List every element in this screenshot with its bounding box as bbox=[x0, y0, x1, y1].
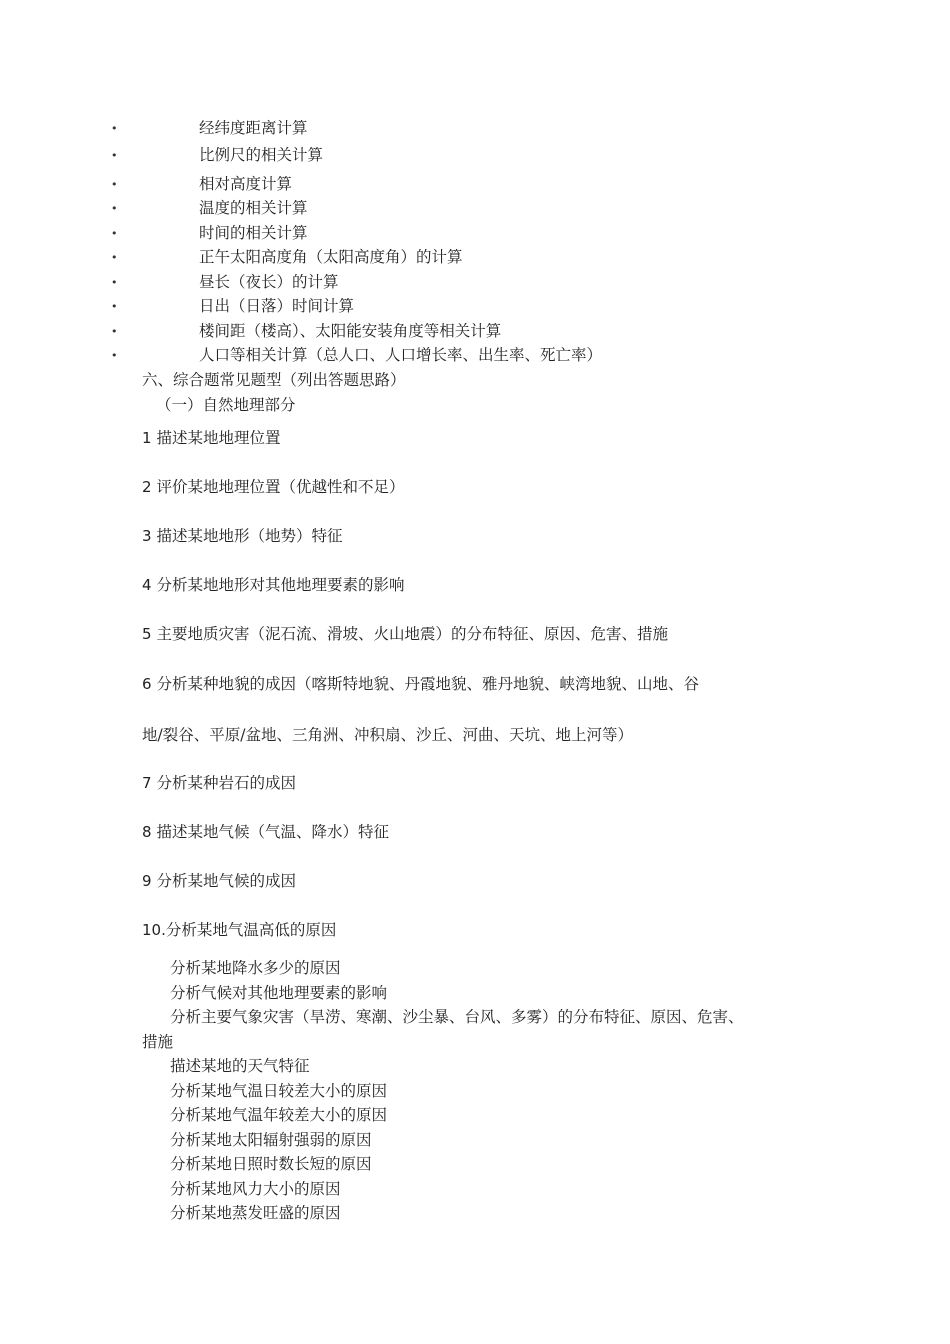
item-text: 分析某种地貌的成因（喀斯特地貌、丹霞地貌、雅丹地貌、峡湾地貌、山地、谷 bbox=[156, 675, 699, 693]
numbered-item-continuation bbox=[142, 725, 633, 745]
item-text: 地/裂谷、平原/盆地、三角洲、冲积扇、沙丘、河曲、天坑、地上河等） bbox=[142, 726, 633, 744]
item-text: 描述某地气候（气温、降水）特征 bbox=[156, 823, 389, 841]
list-item-continuation: 措施 bbox=[142, 1033, 174, 1051]
list-item: 分析某地气温日较差大小的原因 bbox=[170, 1082, 388, 1100]
list-item: 分析某地太阳辐射强弱的原因 bbox=[170, 1131, 372, 1149]
list-item: 分析某地气温年较差大小的原因 bbox=[170, 1106, 388, 1124]
bullet-icon: • bbox=[111, 300, 118, 313]
bullet-icon: • bbox=[111, 227, 118, 240]
item-text: 评价某地地理位置（优越性和不足） bbox=[156, 478, 405, 496]
list-item: 分析某地日照时数长短的原因 bbox=[170, 1155, 372, 1173]
section-heading: 六、综合题常见题型（列出答题思路） bbox=[142, 371, 406, 389]
list-item: 比例尺的相关计算 bbox=[199, 146, 324, 164]
bullet-icon: • bbox=[111, 325, 118, 338]
numbered-item bbox=[142, 428, 281, 448]
numbered-item bbox=[142, 871, 296, 891]
numbered-item bbox=[142, 575, 405, 595]
bullet-icon: • bbox=[111, 202, 118, 215]
numbered-item bbox=[142, 477, 405, 497]
numbered-item bbox=[142, 526, 343, 546]
list-item: 分析某地蒸发旺盛的原因 bbox=[170, 1204, 341, 1222]
list-item: 正午太阳高度角（太阳高度角）的计算 bbox=[199, 248, 463, 266]
list-item: 分析主要气象灾害（旱涝、寒潮、沙尘暴、台风、多雾）的分布特征、原因、危害、 bbox=[170, 1008, 744, 1026]
bullet-icon: • bbox=[111, 122, 118, 135]
numbered-item bbox=[142, 822, 389, 842]
list-item: 时间的相关计算 bbox=[199, 224, 308, 242]
list-item: 经纬度距离计算 bbox=[199, 119, 308, 137]
item-text: 描述某地地形（地势）特征 bbox=[156, 527, 343, 545]
item-number: 7 bbox=[142, 774, 152, 792]
subsection-heading: （一）自然地理部分 bbox=[156, 396, 296, 414]
item-number: 4 bbox=[142, 576, 152, 594]
item-number: 2 bbox=[142, 478, 152, 496]
item-number: 8 bbox=[142, 823, 152, 841]
bullet-icon: • bbox=[111, 251, 118, 264]
list-item: 分析某地降水多少的原因 bbox=[170, 959, 341, 977]
list-item: 相对高度计算 bbox=[199, 175, 293, 193]
bullet-icon: • bbox=[111, 178, 118, 191]
numbered-item bbox=[142, 920, 336, 940]
list-item: 楼间距（楼高）、太阳能安装角度等相关计算 bbox=[199, 322, 502, 340]
item-text: 主要地质灾害（泥石流、滑坡、火山地震）的分布特征、原因、危害、措施 bbox=[156, 625, 668, 643]
item-text: 分析某地地形对其他地理要素的影响 bbox=[156, 576, 405, 594]
item-number: 3 bbox=[142, 527, 152, 545]
bullet-icon: • bbox=[111, 276, 118, 289]
numbered-item bbox=[142, 674, 699, 694]
item-text: 分析某地气温高低的原因 bbox=[165, 921, 337, 939]
bullet-icon: • bbox=[111, 149, 118, 162]
item-number: 10. bbox=[142, 921, 166, 939]
list-item: 昼长（夜长）的计算 bbox=[199, 273, 339, 291]
numbered-item bbox=[142, 773, 296, 793]
list-item: 分析某地风力大小的原因 bbox=[170, 1180, 341, 1198]
list-item: 温度的相关计算 bbox=[199, 199, 308, 217]
item-number: 1 bbox=[142, 429, 152, 447]
item-text: 分析某地气候的成因 bbox=[156, 872, 296, 890]
item-number: 6 bbox=[142, 675, 152, 693]
numbered-item bbox=[142, 624, 668, 644]
item-number: 5 bbox=[142, 625, 152, 643]
bullet-icon: • bbox=[111, 349, 118, 362]
item-number: 9 bbox=[142, 872, 152, 890]
list-item: 日出（日落）时间计算 bbox=[199, 297, 355, 315]
list-item: 分析气候对其他地理要素的影响 bbox=[170, 984, 388, 1002]
item-text: 分析某种岩石的成因 bbox=[156, 774, 296, 792]
list-item: 人口等相关计算（总人口、人口增长率、出生率、死亡率） bbox=[199, 346, 603, 364]
item-text: 描述某地地理位置 bbox=[156, 429, 281, 447]
list-item: 描述某地的天气特征 bbox=[170, 1057, 310, 1075]
